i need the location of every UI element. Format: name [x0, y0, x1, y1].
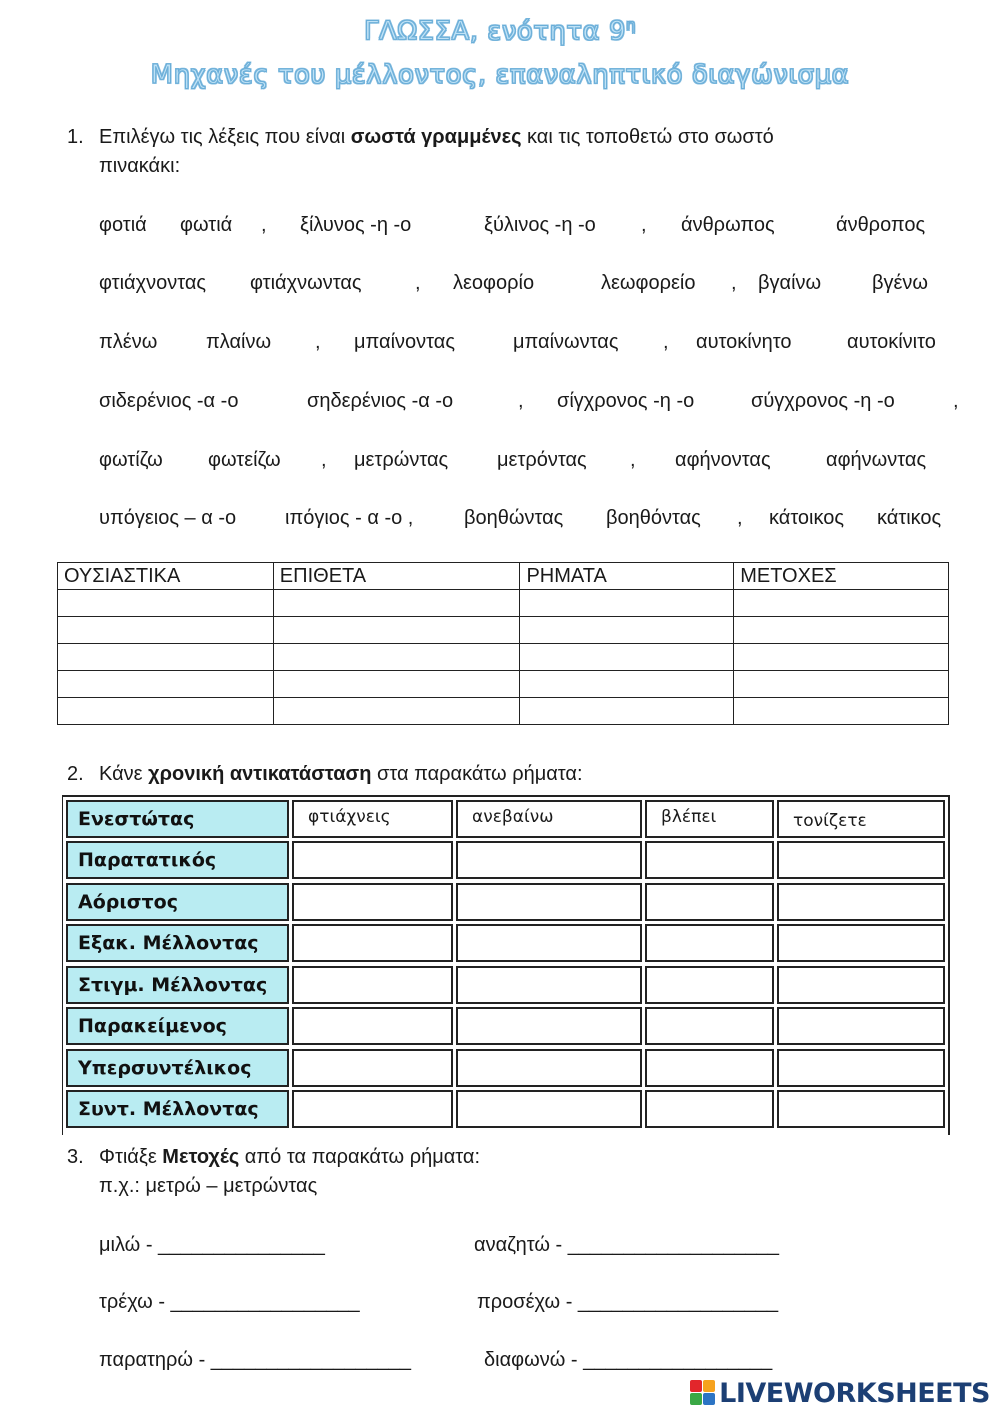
drop-cell[interactable] [734, 698, 949, 725]
table-header-row [58, 563, 949, 590]
word-separator: , [641, 214, 647, 236]
drop-cell[interactable] [273, 644, 520, 671]
table-header: ΕΠΙΘΕΤΑ [273, 563, 520, 590]
verb-header: τονίζετε [777, 800, 945, 838]
answer-cell[interactable] [645, 1090, 774, 1128]
drop-cell[interactable] [273, 671, 520, 698]
answer-cell[interactable] [645, 841, 774, 879]
word-separator: , [737, 507, 743, 529]
drop-cell[interactable] [58, 644, 274, 671]
word-option[interactable]: βοηθώντας [464, 507, 564, 529]
answer-cell[interactable] [292, 966, 453, 1004]
answer-cell[interactable] [777, 883, 945, 921]
word-option[interactable]: σιδερένιος -α -ο [99, 390, 239, 412]
word-separator: , [630, 449, 636, 471]
word-separator: , [261, 214, 267, 236]
drop-cell[interactable] [734, 617, 949, 644]
table-row [58, 644, 949, 671]
answer-cell[interactable] [292, 924, 453, 962]
question-1-text-cont: πινακάκι: [99, 155, 181, 177]
word-separator: , [415, 272, 421, 294]
word-option[interactable]: σηδερένιος -α -ο [307, 390, 454, 412]
word-separator: , [321, 449, 327, 471]
table-header: ΡΗΜΑΤΑ [520, 563, 734, 590]
word-separator: , [663, 331, 669, 353]
answer-cell[interactable] [292, 1090, 453, 1128]
tense-label: Υπερσυντέλικος [66, 1049, 289, 1087]
question-3-number: 3. [67, 1146, 84, 1168]
verb-header: βλέπει [645, 800, 774, 838]
tense-label: Παρακείμενος [66, 1007, 289, 1045]
participle-item[interactable]: αναζητώ - ___________________ [474, 1234, 780, 1256]
answer-cell[interactable] [292, 1007, 453, 1045]
answer-cell[interactable] [456, 924, 642, 962]
drop-cell[interactable] [520, 671, 734, 698]
liveworksheets-mark-icon [690, 1380, 716, 1406]
word-option[interactable]: μετρόντας [497, 449, 587, 471]
word-option[interactable]: σύγχρονος -η -ο [751, 390, 895, 412]
tense-label: Στιγμ. Μέλλοντας [66, 966, 289, 1004]
word-option[interactable]: αφήνοντας [675, 449, 771, 471]
word-separator: , [315, 331, 321, 353]
tense-label: Ενεστώτας [66, 800, 289, 838]
table-row [58, 698, 949, 725]
tense-label: Εξακ. Μέλλοντας [66, 924, 289, 962]
drop-cell[interactable] [273, 617, 520, 644]
verb-header: φτιάχνεις [292, 800, 453, 838]
participle-item[interactable]: τρέχω - _________________ [99, 1291, 360, 1313]
answer-cell[interactable] [456, 1090, 642, 1128]
drop-cell[interactable] [520, 617, 734, 644]
table-header: ΜΕΤΟΧΕΣ [734, 563, 949, 590]
drop-cell[interactable] [734, 671, 949, 698]
word-separator: , [731, 272, 737, 294]
answer-cell[interactable] [292, 1049, 453, 1087]
word-option[interactable]: κάτοικος [769, 507, 845, 529]
worksheet-title-line-2: Μηχανές του μέλλοντος, επαναληπτικό διαγώνισμα [150, 60, 850, 90]
word-option[interactable]: φοτιά [99, 214, 147, 236]
tense-label: Αόριστος [66, 883, 289, 921]
word-option[interactable]: σίγχρονος -η -ο [557, 390, 695, 412]
question-3-example: π.χ.: μετρώ – μετρώντας [99, 1175, 318, 1197]
word-separator: , [953, 390, 959, 412]
drop-cell[interactable] [58, 698, 274, 725]
participle-item[interactable]: διαφωνώ - _________________ [484, 1349, 773, 1371]
question-1-number: 1. [67, 126, 84, 148]
word-option[interactable]: ξίλυνος -η -ο [300, 214, 412, 236]
verb-header: ανεβαίνω [456, 800, 642, 838]
question-3-text: Φτιάξε Μετοχές από τα παρακάτω ρήματα: [99, 1146, 481, 1168]
word-option[interactable]: φωτίζω [99, 449, 163, 471]
drop-cell[interactable] [273, 698, 520, 725]
answer-cell[interactable] [645, 924, 774, 962]
word-option[interactable]: φτιάχνοντας [99, 272, 207, 294]
table-row [58, 671, 949, 698]
answer-cell[interactable] [456, 1007, 642, 1045]
word-option[interactable]: μπαίνοντας [354, 331, 455, 353]
answer-cell[interactable] [456, 1049, 642, 1087]
answer-cell[interactable] [777, 1049, 945, 1087]
word-option[interactable]: αυτοκίνιτο [847, 331, 936, 353]
worksheet-title-line-1: ΓΛΩΣΣΑ, ενότητα $9^\eta$ [363, 16, 637, 47]
word-option[interactable]: φωτείζω [208, 449, 281, 471]
table-header: ΟΥΣΙΑΣΤΙΚΑ [58, 563, 274, 590]
answer-cell[interactable] [645, 1007, 774, 1045]
tense-table [62, 795, 950, 1135]
word-option[interactable]: άνθρωπος [681, 214, 775, 236]
participle-item[interactable]: παρατηρώ - __________________ [99, 1349, 412, 1371]
participle-item[interactable]: μιλώ - _______________ [99, 1234, 325, 1256]
answer-cell[interactable] [777, 924, 945, 962]
answer-cell[interactable] [777, 966, 945, 1004]
word-option[interactable]: άνθροπος [836, 214, 926, 236]
answer-cell[interactable] [292, 841, 453, 879]
drop-cell[interactable] [58, 590, 274, 617]
participle-item[interactable]: προσέχω - __________________ [477, 1291, 779, 1313]
table-row [58, 617, 949, 644]
word-option[interactable]: λεωφορείο [601, 272, 696, 294]
answer-cell[interactable] [456, 966, 642, 1004]
answer-cell[interactable] [777, 1007, 945, 1045]
word-separator: , [518, 390, 524, 412]
drop-cell[interactable] [520, 644, 734, 671]
word-option[interactable]: βοηθόντας [606, 507, 701, 529]
liveworksheets-logo: LIVEWORKSHEETS [690, 1378, 990, 1409]
word-option[interactable]: πλαίνω [206, 331, 272, 353]
word-option[interactable]: βγαίνω [758, 272, 822, 294]
drop-cell[interactable] [520, 698, 734, 725]
tense-label: Παρατατικός [66, 841, 289, 879]
answer-cell[interactable] [777, 841, 945, 879]
drop-cell[interactable] [58, 617, 274, 644]
word-option[interactable]: φτιάχνωντας [250, 272, 362, 294]
question-2-number: 2. [67, 763, 84, 785]
question-1-text: Επιλέγω τις λέξεις που είναι σωστά γραμμένες και τις τοποθετώ στο σωστό [99, 126, 774, 148]
table-row [58, 590, 949, 617]
answer-cell[interactable] [645, 883, 774, 921]
word-option[interactable]: πλένω [99, 331, 158, 353]
word-option[interactable]: μετρώντας [354, 449, 449, 471]
answer-cell[interactable] [456, 841, 642, 879]
word-option[interactable]: αφήνωντας [826, 449, 927, 471]
drop-cell[interactable] [58, 671, 274, 698]
drop-cell[interactable] [520, 590, 734, 617]
word-option[interactable]: λεοφορίο [453, 272, 535, 294]
word-option[interactable]: βγένω [872, 272, 929, 294]
word-option[interactable]: μπαίνωντας [513, 331, 619, 353]
drop-cell[interactable] [734, 644, 949, 671]
classification-table [57, 562, 949, 725]
answer-cell[interactable] [645, 1049, 774, 1087]
word-option[interactable]: ξύλινος -η -ο [484, 214, 596, 236]
tense-label: Συντ. Μέλλοντας [66, 1090, 289, 1128]
answer-cell[interactable] [456, 883, 642, 921]
answer-cell[interactable] [292, 883, 453, 921]
answer-cell[interactable] [777, 1090, 945, 1128]
drop-cell[interactable] [734, 590, 949, 617]
answer-cell[interactable] [645, 966, 774, 1004]
word-option[interactable]: κάτικος [877, 507, 942, 529]
word-option[interactable]: αυτοκίνητο [696, 331, 792, 353]
word-option[interactable]: υπόγειος – α -ο [99, 507, 237, 529]
word-option[interactable]: ιπόγιος - α -ο , [285, 507, 414, 529]
word-option[interactable]: φωτιά [180, 214, 233, 236]
question-2-text: Κάνε χρονική αντικατάσταση στα παρακάτω ρήματα: [99, 763, 583, 785]
drop-cell[interactable] [273, 590, 520, 617]
